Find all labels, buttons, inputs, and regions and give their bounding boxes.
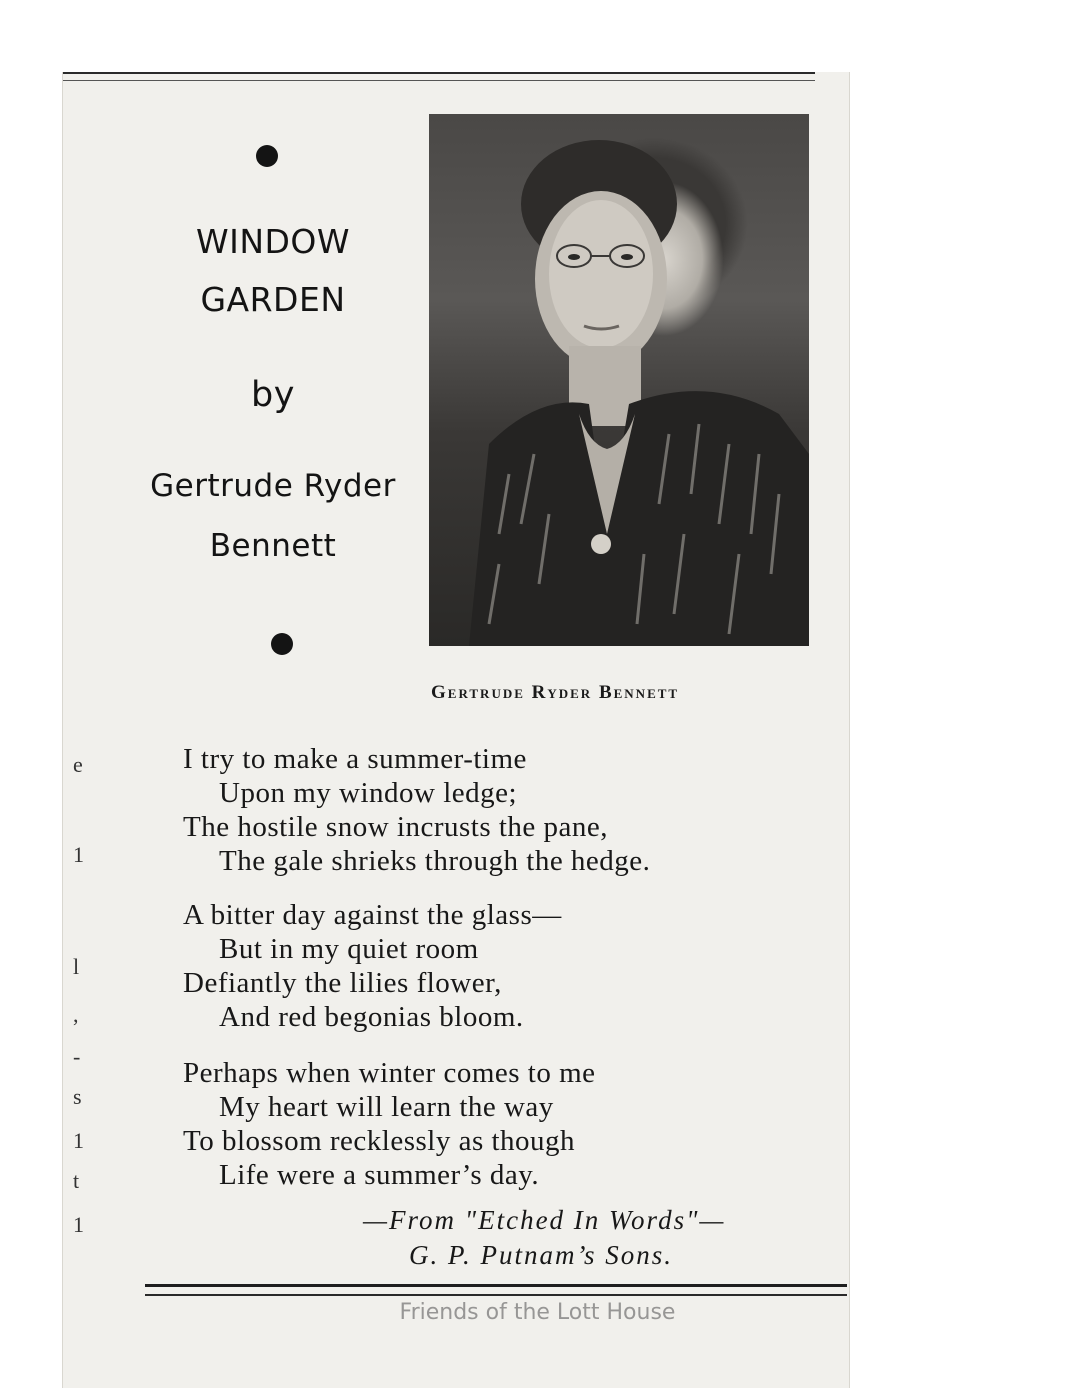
title-line-1: WINDOW [195,222,351,261]
margin-fragment: - [73,1044,81,1069]
bullet-dot-bottom [271,633,293,655]
bullet-dot-top [256,145,278,167]
poem-line: To blossom recklessly as though [183,1125,576,1157]
poem-line: Upon my window ledge; [219,777,518,809]
photo-caption: Gertrude Ryder Bennett [431,682,680,703]
watermark: Friends of the Lott House [399,1300,676,1325]
margin-fragment: s [73,1084,82,1109]
portrait-figure [429,114,809,646]
margin-fragment: 1 [73,842,84,867]
clipping-page [62,72,850,1388]
source-attribution: —From "Etched In Words"— [363,1205,726,1235]
title-line-2: GARDEN [200,280,346,319]
poem-line: My heart will learn the way [219,1091,554,1123]
margin-fragment: e [73,752,83,777]
publisher-attribution: G. P. Putnam’s Sons. [409,1240,674,1270]
poem-line: Life were a summer’s day. [219,1159,540,1191]
poem-line: The hostile snow incrusts the pane, [183,811,609,843]
margin-fragment: t [73,1168,80,1193]
poem-stanza-2 [183,898,562,1034]
author-line-1: Gertrude Ryder [150,468,396,504]
poem-line: I try to make a summer-time [183,743,527,775]
margin-fragment: , [73,1002,79,1027]
author-line-2: Bennett [209,528,337,564]
poem-stanza-3 [183,1056,596,1192]
byline: by [251,375,295,415]
poem-line: The gale shrieks through the hedge. [219,845,651,877]
bottom-rule [145,1284,847,1287]
poem-line: Defiantly the lilies flower, [183,967,502,999]
author-portrait-photo [429,114,809,646]
poem-line: And red begonias bloom. [219,1001,524,1033]
poem-stanza-1 [183,742,650,878]
poem-line: A bitter day against the glass— [183,899,562,931]
bottom-rule-thin [145,1294,847,1296]
poem-line: But in my quiet room [219,933,479,965]
margin-fragment: 1 [73,1128,84,1153]
margin-fragment: 1 [73,1212,84,1237]
poem-line: Perhaps when winter comes to me [183,1057,596,1089]
top-rule [63,72,815,74]
margin-fragment: l [73,954,80,979]
top-rule-thin [63,80,815,81]
